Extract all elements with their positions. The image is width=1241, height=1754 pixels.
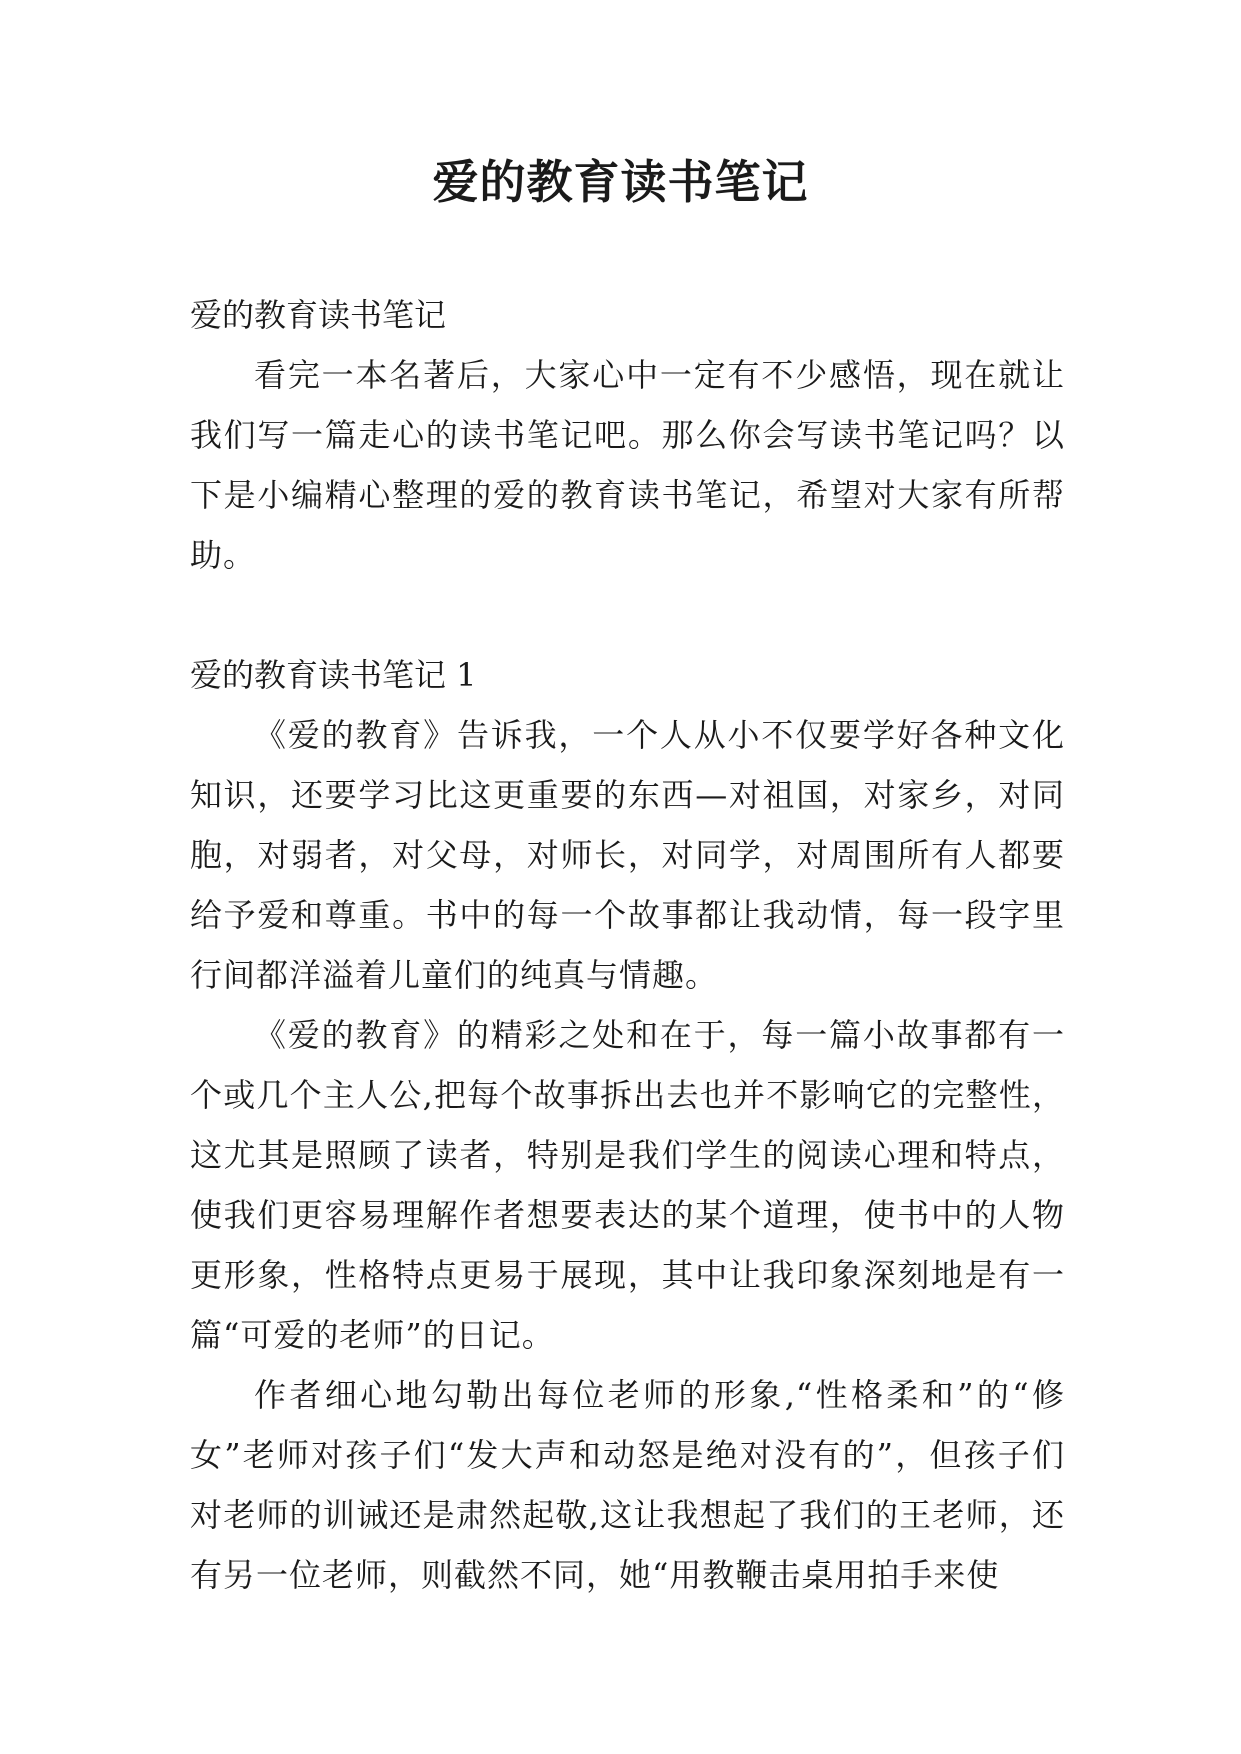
- intro-paragraph: 看完一本名著后，大家心中一定有不少感悟，现在就让我们写一篇走心的读书笔记吧。那么你会写读书笔记吗？以下是小编精心整理的爱的教育读书笔记，希望对大家有所帮助。: [190, 356, 1065, 574]
- document-body: [190, 285, 1065, 1605]
- page-title: 爱的教育读书笔记: [432, 155, 809, 209]
- body-paragraph: 《爱的教育》告诉我，一个人从小不仅要学好各种文化知识，还要学习比这更重要的东西—对祖国，对家乡，对同胞，对弱者，对父母，对师长，对同学，对周围所有人都要给予爱和尊重。书中的每一个故事都让我动情，每一段字里行间都洋溢着儿童们的纯真与情趣。: [190, 716, 1065, 994]
- section-heading: 爱的教育读书笔记 1: [190, 656, 477, 694]
- intro-heading: 爱的教育读书笔记: [190, 296, 447, 334]
- section-spacer: [190, 585, 1065, 645]
- body-paragraph: 《爱的教育》的精彩之处和在于，每一篇小故事都有一个或几个主人公,把每个故事拆出去也并不影响它的完整性，这尤其是照顾了读者，特别是我们学生的阅读心理和特点，使我们更容易理解作者想要表达的某个道理，使书中的人物更形象，性格特点更易于展现，其中让我印象深刻地是有一篇“可爱的老师”的日记。: [190, 1016, 1065, 1354]
- body-paragraph: 作者细心地勾勒出每位老师的形象,“性格柔和”的“修女”老师对孩子们“发大声和动怒是绝对没有的”，但孩子们对老师的训诫还是肃然起敬,这让我想起了我们的王老师，还有另一位老师，则截然不同，她“用教鞭击桌用拍手来使: [190, 1376, 1065, 1594]
